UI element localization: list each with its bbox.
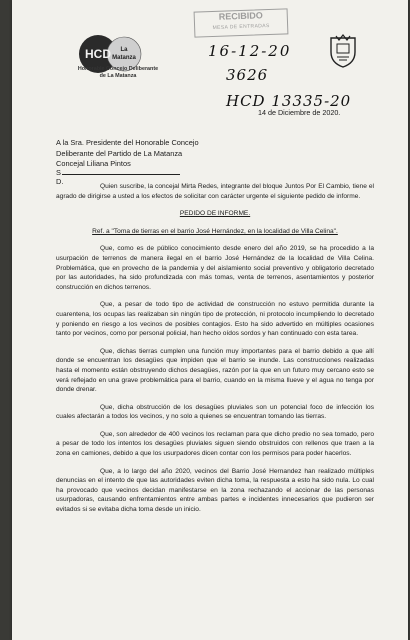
document-date: 14 de Diciembre de 2020. — [258, 108, 341, 117]
document-body — [56, 182, 374, 523]
body-paragraph: Que, a pesar de todo tipo de actividad de construcción no estuvo permitida durante la cuarentena, los ocupas las realizaban sin ningún tipo de protección, ni protocolo incumpliendo lo decretado y poniendo en riesgo a los vecinos de posibles contagios. Esto ha sido advertido en múltiples ocasiones tanto por vecinos, como por personal policial, han hecho oídos sordos y han continuado con esta tarea. — [56, 301, 374, 338]
addressee-line-3: Concejal Liliana Pintos — [56, 159, 131, 168]
pedido-title: PEDIDO DE INFORME. — [179, 210, 251, 218]
d-label: D. — [56, 177, 64, 186]
crest-icon — [328, 34, 358, 68]
handwritten-number: 3626 — [226, 66, 269, 84]
organization-name — [60, 66, 176, 80]
addressee-block — [56, 138, 199, 170]
stamp-sub: MESA DE ENTRADAS — [212, 23, 270, 31]
org-line-1: Honorable Concejo Deliberante — [77, 66, 159, 72]
document-page — [12, 0, 408, 640]
signature-underline — [62, 174, 180, 175]
intro-paragraph: Quien suscribe, la concejal Mirta Redes, integrante del bloque Juntos Por El Cambio, tiene el agrado de dirigirse a usted a los efectos de solicitar con carácter urgente el siguiente pedido de informe. — [56, 183, 374, 200]
stamp-main: RECIBIDO — [218, 10, 263, 22]
addressee-line-2: Deliberante del Partido de La Matanza — [56, 148, 183, 158]
addressee-line-1: A la Sra. Presidente del Honorable Concejo — [56, 138, 199, 147]
body-paragraph: Que, como es de público conocimiento desde enero del año 2019, se ha procedido a la usurpación de terrenos de manera ilegal en el barrio José Hernández de la localidad de Villa Celina. Problemática, que en provecho de la pandemia y del aislamiento social preventivo y obligatorio decretado por las autoridades, ha sido profundizada con más tomas, venta de terrenos, asentamientos y posterior construcción en dichos terrenos. — [56, 245, 374, 291]
body-paragraph: Que, son alrededor de 400 vecinos los reclaman para que dicho predio no sea tomado, pero a pesar de todo los intentos los desagües pluviales siguen siendo obstruidos con rellenos que traen a la zona en camiones, debido a que los usurpadores dicen contar con los permisos para poder hacerlos. — [56, 430, 374, 458]
logo-matanza-text: Matanza — [112, 55, 136, 61]
s-label: S — [56, 168, 61, 177]
reference-line: Ref. a "Toma de tierras en el barrio José Hernández, en la localidad de Villa Celina". — [92, 227, 338, 235]
body-paragraph: Que, dicha obstrucción de los desagües pluviales son un potencial foco de infección los cuales afectarán a todos los vecinos, y no solo a quienes se encuentran tomando las tierras. — [56, 403, 374, 421]
body-paragraph: Que, dichas tierras cumplen una función muy importantes para el barrio debido a que allí donde se encuentran los desagües que impiden que el barrio se inunde. Las construcciones realizadas hasta el momento están obstruyendo dichos desagües, razón por la que en un futuro muy cercano esto se verá reflejado en una grave problemática para el barrio, cuando en la misma llueve y el agua no tenga por donde drenar. — [56, 347, 374, 394]
received-stamp — [194, 8, 289, 37]
org-line-2: de La Matanza — [99, 73, 137, 79]
handwritten-date: 16-12-20 — [208, 42, 292, 60]
logo-la-text: La — [120, 47, 128, 53]
body-paragraph: Que, a lo largo del año 2020, vecinos del Barrio José Hernandez han realizado múltiples denuncias en el intento de que las autoridades eviten dicha toma, la respuesta a esto ha sido nula. Lo cual ha provocado que vecinos decidan manifestarse en la zona rechazando el accionar de las personas usurpadoras, causando enfrentamientos entre ambas partes e incidentes innecesarios que pudieron ser evitados si se evitaba dicha toma desde un inicio. — [56, 467, 374, 514]
handwritten-file-number: HCD 13335-20 — [226, 92, 352, 110]
logo-hcd-text: HCD — [85, 47, 111, 61]
